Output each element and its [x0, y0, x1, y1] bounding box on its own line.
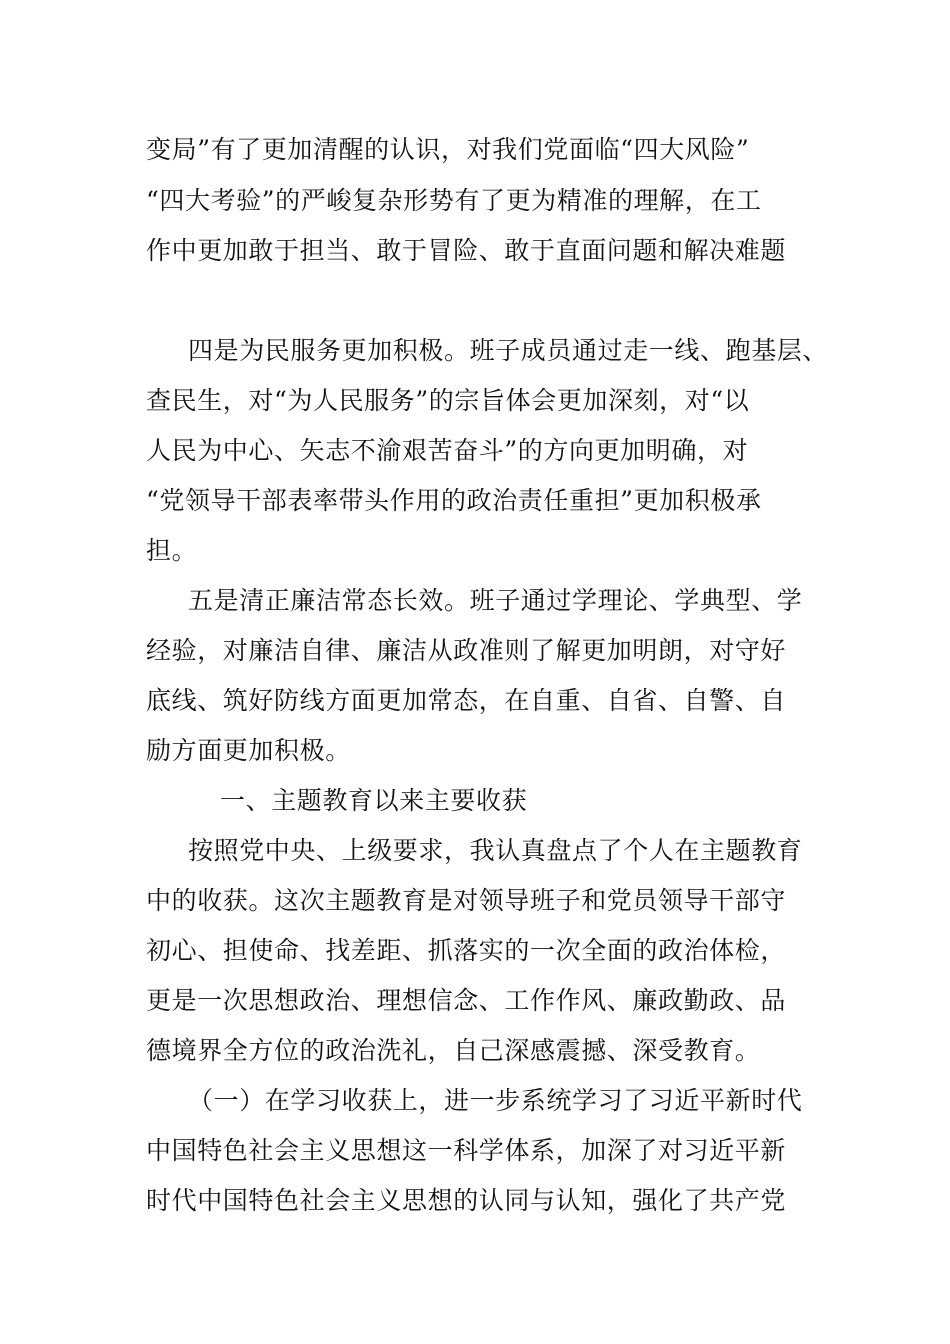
text-line: “四大考验”的严峻复杂形势有了更为精准的理解，在工: [146, 186, 762, 215]
paragraph-first-line: 按照党中央、上级要求，我认真盘点了个人在主题教育: [188, 836, 803, 865]
text-line: 担。: [146, 536, 198, 565]
text-line: 时代中国特色社会主义思想的认同与认知，强化了共产党: [146, 1186, 787, 1215]
text-line: 德境界全方位的政治洗礼，自己深感震撼、深受教育。: [146, 1036, 761, 1065]
text-line: 底线、筑好防线方面更加常态，在自重、自省、自警、自: [146, 686, 787, 715]
text-line: 经验，对廉洁自律、廉洁从政准则了解更加明朗，对守好: [146, 636, 787, 665]
text-line: 励方面更加积极。: [146, 736, 351, 765]
text-line: 作中更加敢于担当、敢于冒险、敢于直面问题和解决难题: [146, 236, 787, 265]
text-line: 查民生，对“为人民服务”的宗旨体会更加深刻，对“以: [146, 386, 750, 415]
paragraph-first-line: 四是为民服务更加积极。班子成员通过走一线、跑基层、: [188, 336, 829, 365]
paragraph-first-line: （一）在学习收获上，进一步系统学习了习近平新时代: [188, 1086, 803, 1115]
text-line: 初心、担使命、找差距、抓落实的一次全面的政治体检，: [146, 936, 787, 965]
text-line: 中的收获。这次主题教育是对领导班子和党员领导干部守: [146, 886, 787, 915]
paragraph-first-line: 五是清正廉洁常态长效。班子通过学理论、学典型、学: [188, 586, 803, 615]
text-line: 人民为中心、矢志不渝艰苦奋斗”的方向更加明确，对: [146, 436, 749, 465]
section-heading: 一、主题教育以来主要收获: [220, 786, 528, 815]
text-line: 变局”有了更加清醒的认识，对我们党面临“四大风险”: [146, 135, 750, 164]
text-line: 中国特色社会主义思想这一科学体系，加深了对习近平新: [146, 1136, 787, 1165]
text-line: 更是一次思想政治、理想信念、工作作风、廉政勤政、品: [146, 986, 787, 1015]
text-line: “党领导干部表率带头作用的政治责任重担”更加积极承: [146, 486, 762, 515]
